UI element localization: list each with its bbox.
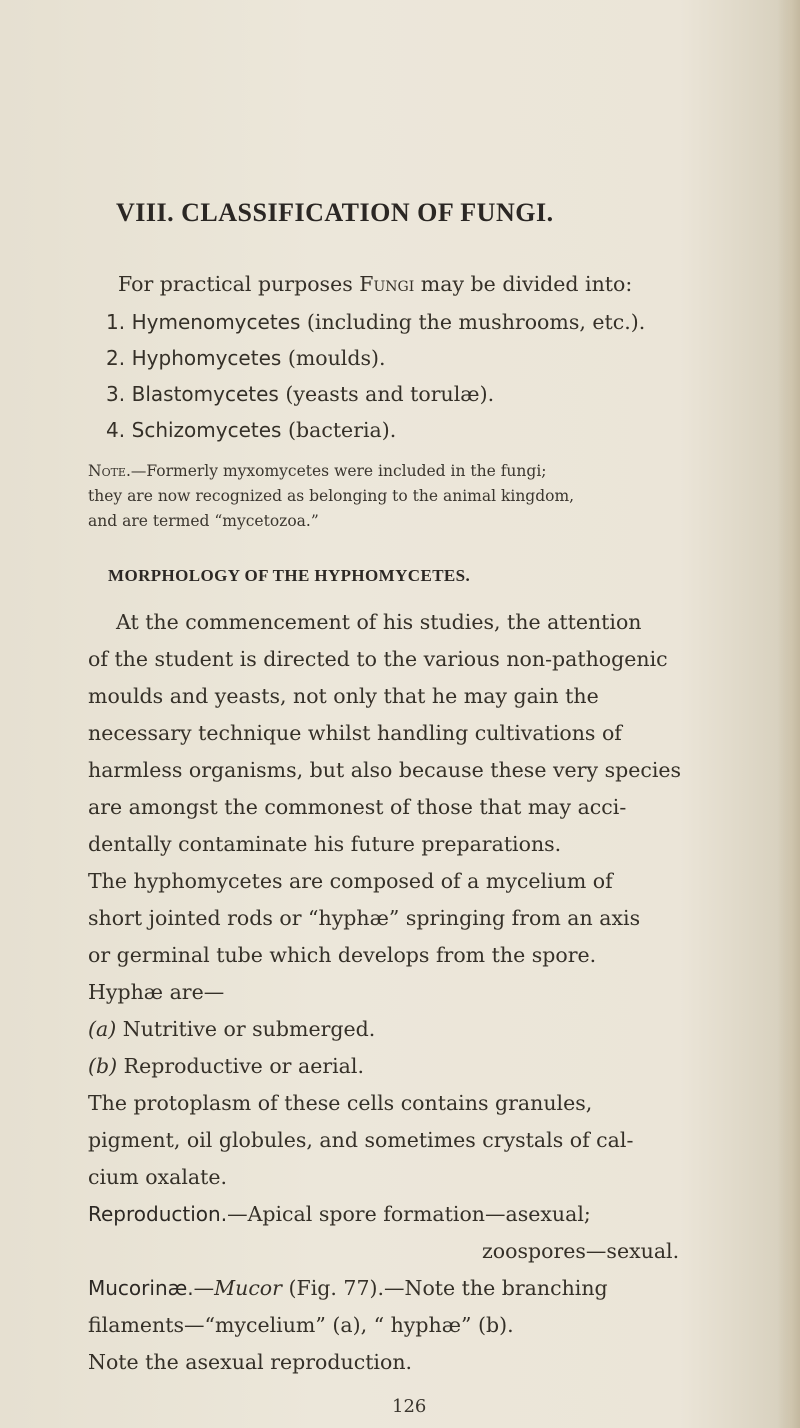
reproduction-line: zoospores—sexual. [482, 1239, 680, 1263]
intro-fungi: Fungi [359, 272, 415, 296]
mucorinae-line: Note the asexual reproduction. [88, 1350, 413, 1374]
chapter-heading: VIII. CLASSIFICATION OF FUNGI. [116, 198, 554, 227]
intro-prefix: For practical purposes [118, 272, 353, 296]
paragraph-line: At the commencement of his studies, the attention [116, 610, 642, 634]
mucorinae-line: filaments—“mycelium” (a), “ hyphæ” (b). [88, 1313, 514, 1337]
page-number: 126 [392, 1396, 427, 1417]
paragraph-line: necessary technique whilst handling cultivations of [88, 721, 622, 745]
page-edge-shadow [778, 0, 800, 1428]
paragraph-line: The hyphomycetes are composed of a mycelium of [88, 869, 613, 893]
reproduction-line: Reproduction.—Apical spore formation—asexual; [88, 1202, 591, 1226]
note-line: they are now recognized as belonging to the animal kingdom, [88, 487, 575, 505]
paragraph-line: Hyphæ are— [88, 980, 225, 1004]
paragraph-line: are amongst the commonest of those that may acci- [88, 795, 627, 819]
note-line: and are termed “mycetozoa.” [88, 512, 319, 530]
mucorinae-label: Mucorinæ. [88, 1276, 194, 1300]
paragraph-line: short jointed rods or “hyphæ” springing from an axis [88, 906, 641, 930]
reproduction-label: Reproduction. [88, 1202, 228, 1226]
paragraph-line: cium oxalate. [88, 1165, 227, 1189]
intro-line [118, 272, 632, 296]
paragraph-line: harmless organisms, but also because these very species [88, 758, 682, 782]
paragraph-line: moulds and yeasts, not only that he may gain the [88, 684, 599, 708]
hyphae-type: (b) Reproductive or aerial. [88, 1054, 364, 1078]
paragraph-line: The protoplasm of these cells contains granules, [88, 1091, 593, 1115]
class-item: 4. Schizomycetes (bacteria). [106, 418, 397, 442]
paragraph-line: or germinal tube which develops from the spore. [88, 943, 597, 967]
mucorinae-line: Mucorinæ.—Mucor (Fig. 77).—Note the branching [88, 1276, 608, 1300]
note-line: Note.—Formerly myxomycetes were included in the fungi; [88, 462, 547, 480]
class-item: 2. Hyphomycetes (moulds). [106, 346, 386, 370]
paragraph-line: dentally contaminate his future preparations. [88, 832, 562, 856]
paragraph-line: of the student is directed to the various non-pathogenic [88, 647, 668, 671]
section-subheading: MORPHOLOGY OF THE HYPHOMYCETES. [108, 566, 471, 585]
intro-suffix: may be divided into: [420, 272, 633, 296]
paragraph-line: pigment, oil globules, and sometimes crystals of cal- [88, 1128, 634, 1152]
note-label: Note [88, 462, 126, 480]
class-item: 3. Blastomycetes (yeasts and torulæ). [106, 382, 495, 406]
hyphae-type: (a) Nutritive or submerged. [88, 1017, 376, 1041]
class-item: 1. Hymenomycetes (including the mushrooms, etc.). [106, 310, 646, 334]
